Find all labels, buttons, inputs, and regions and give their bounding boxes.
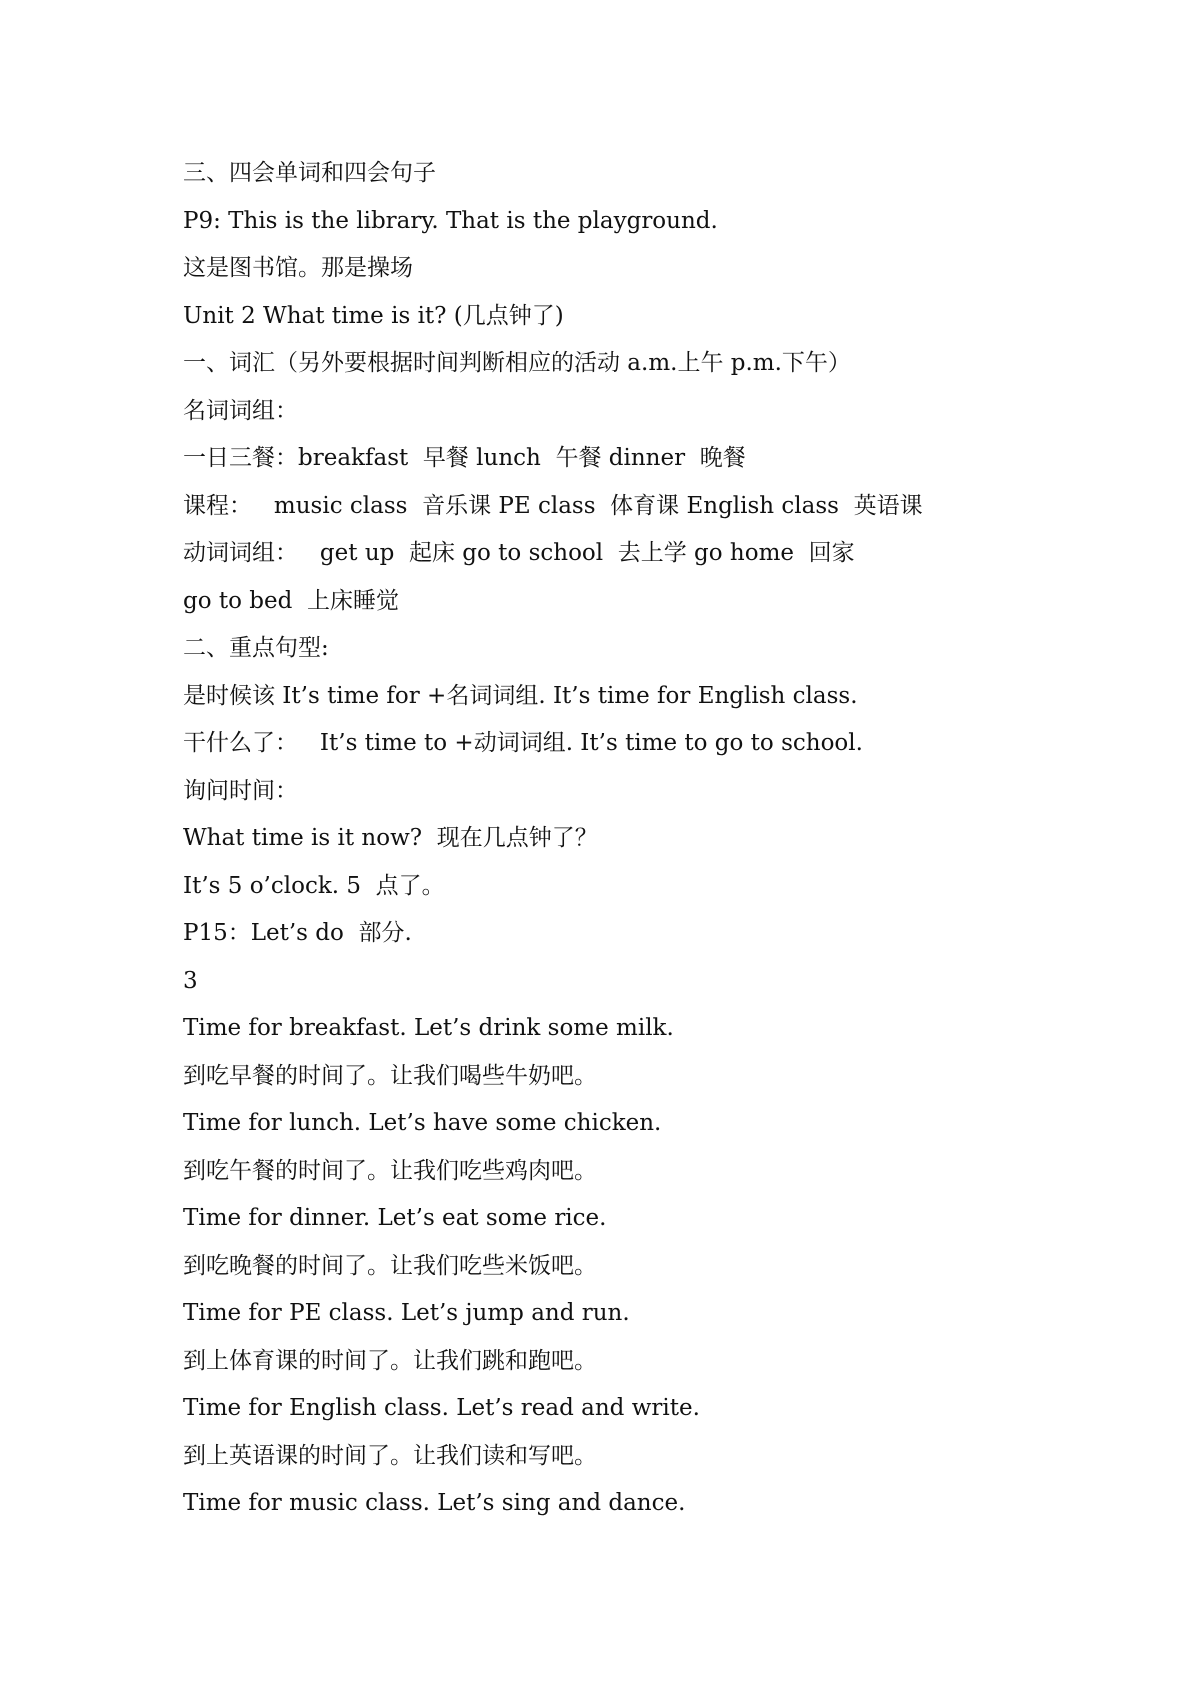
text-line: 到吃晚餐的时间了。让我们吃些米饭吧。 [183,1252,597,1279]
section-heading-key-sentences: 二、重点句型: [183,635,329,661]
text-line: 到吃午餐的时间了。让我们吃些鸡肉吧。 [183,1157,597,1184]
unit-title: Unit 2 What time is it? (几点钟了) [183,302,564,329]
text-line: 询问时间： [183,777,298,804]
section-heading-four-skills: 三、四会单词和四会句子 [183,160,436,186]
text-line: Time for English class. Let’s read and write. [183,1395,700,1421]
text-line: Time for lunch. Let’s have some chicken. [183,1110,662,1136]
text-line: 一日三餐：breakfast 早餐 lunch 午餐 dinner 晚餐 [183,445,746,471]
text-line: P9: This is the library. That is the playground. [183,207,718,234]
text-line: 课程： music class 音乐课 PE class 体育课 English class 英语课 [183,492,923,519]
text-line: 是时候该 It’s time for +名词词组. It’s time for English class. [183,682,858,709]
text-line: 动词词组： get up 起床 go to school 去上学 go home 回家 [183,540,855,566]
text-line: It’s 5 o’clock. 5 点了。 [183,872,445,899]
text-line: Time for PE class. Let’s jump and run. [183,1300,630,1326]
text-line: 到上体育课的时间了。让我们跳和跑吧。 [183,1347,597,1374]
text-line: go to bed 上床睡觉 [183,587,399,614]
text-line: Time for dinner. Let’s eat some rice. [183,1205,607,1231]
text-line: 干什么了： It’s time to +动词词组. It’s time to go to school. [183,730,863,756]
text-line: 这是图书馆。那是操场 [183,255,413,281]
text-line: Time for breakfast. Let’s drink some milk. [183,1015,674,1041]
text-line: 到吃早餐的时间了。让我们喝些牛奶吧。 [183,1062,597,1089]
text-line: 到上英语课的时间了。让我们读和写吧。 [183,1442,597,1469]
text-line: What time is it now? 现在几点钟了？ [183,825,598,851]
section-heading-vocabulary: 一、词汇（另外要根据时间判断相应的活动 a.m.上午 p.m.下午） [183,350,851,376]
text-line: 3 [183,967,198,994]
text-line: 名词词组： [183,397,298,424]
text-line: P15：Let’s do 部分. [183,920,412,946]
document-body [183,150,1143,1528]
text-line: Time for music class. Let’s sing and dance. [183,1490,686,1516]
